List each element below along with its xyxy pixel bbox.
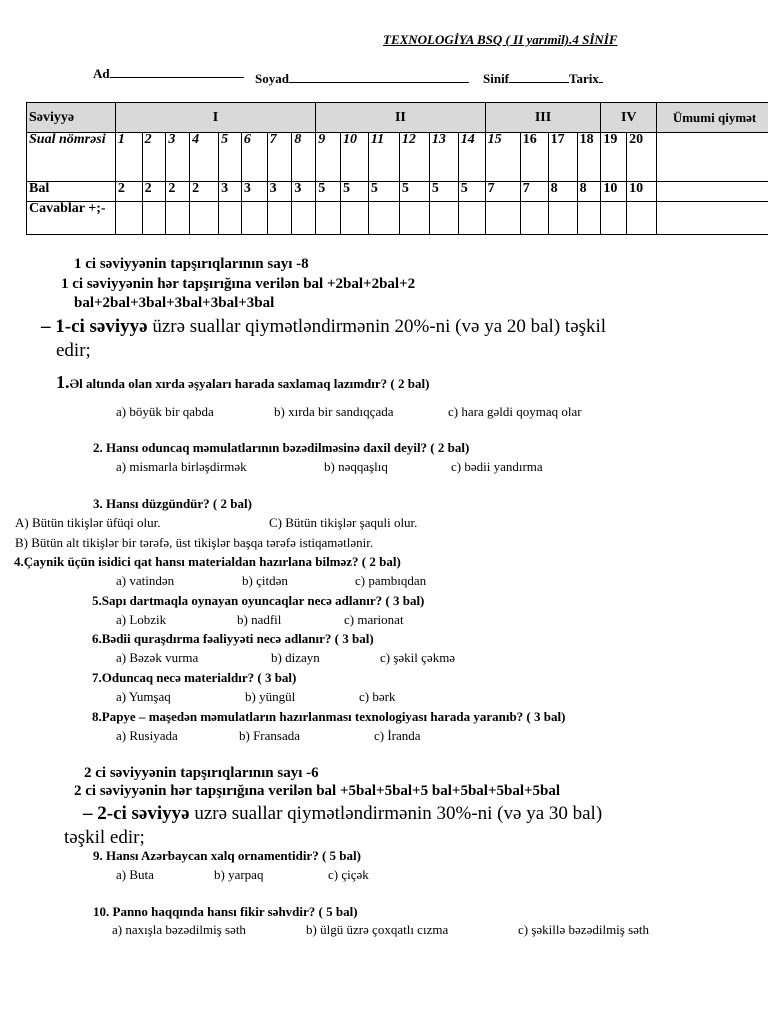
points-cell: 5 — [458, 182, 485, 202]
q5-option-c[interactable]: c) marionat — [344, 612, 404, 627]
points-cell: 2 — [190, 182, 219, 202]
answer-cell[interactable] — [292, 202, 316, 235]
date-label: Tarix — [569, 71, 599, 86]
points-cell: 2 — [166, 182, 190, 202]
q5-option-b[interactable]: b) nadfil — [237, 612, 282, 627]
qnum-cell: 15 — [485, 133, 520, 182]
question-8: 8.Papye – maşedən məmulatların hazırlanması texnologiyası harada yaranıb? ( 3 bal) — [92, 709, 566, 724]
name-field[interactable] — [93, 64, 244, 82]
question-1-text: Əl altında olan xırda əşyaları harada saxlamaq lazımdır? ( 2 bal) — [69, 376, 430, 391]
points-cell: 2 — [142, 182, 166, 202]
question-4: 4.Çaynik üçün isidici qat hansı materialdan hazırlana bilməz? ( 2 bal) — [14, 554, 401, 569]
date-blank[interactable] — [599, 69, 603, 83]
qnum-cell: 2 — [142, 133, 166, 182]
q6-option-a[interactable]: a) Bəzək vurma — [116, 650, 199, 665]
total-grade-label: Ümumi qiymət — [657, 103, 768, 133]
class-label: Sinif — [483, 71, 510, 86]
q8-option-c[interactable]: c) İranda — [374, 728, 421, 743]
total-grade-cell — [657, 133, 768, 182]
level1-percent-line2: edir; — [56, 340, 91, 361]
level2-percent — [83, 803, 602, 825]
question-7: 7.Oduncaq necə materialdır? ( 3 bal) — [92, 670, 297, 685]
points-cell: 3 — [267, 182, 292, 202]
level2-percent-line2: təşkil edir; — [64, 827, 145, 848]
level-i: I — [115, 103, 315, 133]
class-blank[interactable] — [509, 69, 569, 83]
q8-option-b[interactable]: b) Fransada — [239, 728, 301, 743]
q6-option-b[interactable]: b) dizayn — [271, 650, 320, 665]
level1-count: 1 ci səviyyənin tapşırıqlarının sayı -8 — [74, 256, 309, 272]
level1-percent — [41, 316, 606, 338]
question-3: 3. Hansı düzgündür? ( 2 bal) — [93, 496, 252, 511]
name-label: Ad — [93, 66, 110, 81]
q7-option-c[interactable]: c) bərk — [359, 689, 396, 704]
answer-cell[interactable] — [190, 202, 219, 235]
q7-option-b[interactable]: b) yüngül — [245, 689, 296, 704]
qnum-cell: 20 — [627, 133, 657, 182]
q10-option-a[interactable]: a) naxışla bəzədilmiş səth — [112, 922, 246, 937]
points-cell: 7 — [485, 182, 520, 202]
points-cell: 7 — [520, 182, 548, 202]
answer-cell[interactable] — [577, 202, 601, 235]
qnum-cell: 12 — [399, 133, 429, 182]
qnum-cell: 17 — [548, 133, 577, 182]
level1-percent-bold: – 1-ci səviyyə — [41, 316, 148, 337]
answer-cell[interactable] — [627, 202, 657, 235]
q9-option-a[interactable]: a) Buta — [116, 867, 154, 882]
points-cell: 5 — [368, 182, 399, 202]
answers-label: Cavablar +;- — [27, 202, 116, 235]
question-1 — [56, 372, 429, 393]
level-iv: IV — [601, 103, 657, 133]
surname-label: Soyad — [255, 71, 289, 86]
q9-option-c[interactable]: c) çiçək — [328, 867, 369, 882]
question-5: 5.Sapı dartmaqla oynayan oyuncaqlar necə adlanır? ( 3 bal) — [92, 593, 425, 608]
points-cell: 5 — [316, 182, 341, 202]
q1-option-b[interactable]: b) xırda bir sandıqçada — [274, 404, 394, 419]
question-6: 6.Bədii quraşdırma fəaliyyəti necə adlanır? ( 3 bal) — [92, 631, 374, 646]
total-points-cell — [657, 182, 768, 202]
question-number-row — [27, 133, 768, 182]
points-cell: 2 — [115, 182, 142, 202]
level-iii: III — [485, 103, 601, 133]
q10-option-b[interactable]: b) ülgü üzrə çoxqatlı cızma — [306, 922, 449, 937]
q2-option-a[interactable]: a) mismarla birləşdirmək — [116, 459, 247, 474]
answer-cell[interactable] — [429, 202, 458, 235]
class-field[interactable] — [483, 69, 603, 87]
qnum-cell: 19 — [601, 133, 627, 182]
answer-cell[interactable] — [219, 202, 242, 235]
qnum-cell: 10 — [341, 133, 369, 182]
q10-option-c[interactable]: c) şəkillə bəzədilmiş səth — [518, 922, 650, 937]
level-label: Səviyyə — [27, 103, 116, 133]
answer-cell[interactable] — [341, 202, 369, 235]
answer-cell[interactable] — [399, 202, 429, 235]
page-title: TEXNOLOGİYA BSQ ( II yarımil).4 SİNİF — [383, 32, 618, 47]
q3-option-a[interactable]: A) Bütün tikişlər üfüqi olur. — [15, 515, 161, 530]
answer-cell[interactable] — [241, 202, 267, 235]
level1-points-line1: 1 ci səviyyənin hər tapşırığına verilən bal +2bal+2bal+2 — [61, 276, 416, 292]
q4-option-c[interactable]: c) pambıqdan — [355, 573, 427, 588]
qnum-cell: 18 — [577, 133, 601, 182]
total-answer-cell[interactable] — [657, 202, 768, 235]
points-cell: 3 — [292, 182, 316, 202]
answer-cell[interactable] — [316, 202, 341, 235]
q1-option-a[interactable]: a) böyük bir qabda — [116, 404, 214, 419]
qnum-cell: 9 — [316, 133, 341, 182]
surname-field[interactable] — [255, 69, 469, 87]
qnum-cell: 13 — [429, 133, 458, 182]
q2-option-b[interactable]: b) nəqqaşlıq — [324, 459, 388, 474]
qnum-cell: 11 — [368, 133, 399, 182]
points-cell: 10 — [627, 182, 657, 202]
q4-option-b[interactable]: b) çitdən — [242, 573, 288, 588]
q8-option-a[interactable]: a) Rusiyada — [116, 728, 178, 743]
grading-table — [26, 102, 768, 235]
answer-cell[interactable] — [115, 202, 142, 235]
question-1-number: 1. — [56, 372, 70, 392]
q3-option-b[interactable]: B) Bütün alt tikişlər bir tərəfə, üst tikişlər başqa tərəfə istiqamətlənir. — [15, 535, 374, 550]
q5-option-a[interactable]: a) Lobzik — [116, 612, 167, 627]
question-10: 10. Panno haqqında hansı fikir səhvdir? ( 5 bal) — [93, 904, 358, 919]
question-number-label: Sual nömrəsi — [27, 133, 116, 182]
answers-row — [27, 202, 768, 235]
qnum-cell: 6 — [241, 133, 267, 182]
answer-cell[interactable] — [166, 202, 190, 235]
level2-percent-rest: uzrə suallar qiymətləndirmənin 30%-ni (və ya 30 bal) — [189, 803, 603, 824]
surname-blank[interactable] — [289, 69, 469, 83]
level1-points-line2: bal+2bal+3bal+3bal+3bal+3bal — [74, 295, 275, 311]
qnum-cell: 1 — [115, 133, 142, 182]
qnum-cell: 16 — [520, 133, 548, 182]
q9-option-b[interactable]: b) yarpaq — [214, 867, 264, 882]
level-ii: II — [316, 103, 485, 133]
question-2: 2. Hansı oduncaq məmulatlarının bəzədilməsinə daxil deyil? ( 2 bal) — [93, 440, 470, 455]
qnum-cell: 5 — [219, 133, 242, 182]
level2-percent-bold: – 2-ci səviyyə — [83, 803, 190, 824]
answer-cell[interactable] — [267, 202, 292, 235]
points-cell: 3 — [241, 182, 267, 202]
level2-count: 2 ci səviyyənin tapşırıqlarının sayı -6 — [84, 765, 319, 781]
q3-option-c[interactable]: C) Bütün tikişlər şaquli olur. — [269, 515, 418, 530]
level1-percent-rest: üzrə suallar qiymətləndirmənin 20%-ni (və ya 20 bal) təşkil — [147, 316, 607, 337]
q1-option-c[interactable]: c) hara gəldi qoymaq olar — [448, 404, 582, 419]
q6-option-c[interactable]: c) şəkil çəkmə — [380, 650, 456, 665]
qnum-cell: 3 — [166, 133, 190, 182]
points-cell: 8 — [577, 182, 601, 202]
points-cell: 5 — [429, 182, 458, 202]
answer-cell[interactable] — [485, 202, 520, 235]
question-9: 9. Hansı Azərbaycan xalq ornamentidir? ( 5 bal) — [93, 848, 361, 863]
points-row — [27, 182, 768, 202]
points-cell: 8 — [548, 182, 577, 202]
q7-option-a[interactable]: a) Yumşaq — [116, 689, 171, 704]
points-cell: 10 — [601, 182, 627, 202]
points-cell: 5 — [399, 182, 429, 202]
answer-cell[interactable] — [142, 202, 166, 235]
qnum-cell: 8 — [292, 133, 316, 182]
level-row — [27, 103, 768, 133]
name-blank[interactable] — [110, 64, 244, 78]
points-label: Bal — [27, 182, 116, 202]
answer-cell[interactable] — [458, 202, 485, 235]
answer-cell[interactable] — [520, 202, 548, 235]
q4-option-a[interactable]: a) vatindən — [116, 573, 175, 588]
answer-cell[interactable] — [368, 202, 399, 235]
qnum-cell: 7 — [267, 133, 292, 182]
level2-points: 2 ci səviyyənin hər tapşırığına verilən bal +5bal+5bal+5 bal+5bal+5bal+5bal — [74, 783, 561, 799]
q2-option-c[interactable]: c) bədii yandırma — [451, 459, 543, 474]
answer-cell[interactable] — [548, 202, 577, 235]
qnum-cell: 4 — [190, 133, 219, 182]
points-cell: 3 — [219, 182, 242, 202]
qnum-cell: 14 — [458, 133, 485, 182]
answer-cell[interactable] — [601, 202, 627, 235]
points-cell: 5 — [341, 182, 369, 202]
